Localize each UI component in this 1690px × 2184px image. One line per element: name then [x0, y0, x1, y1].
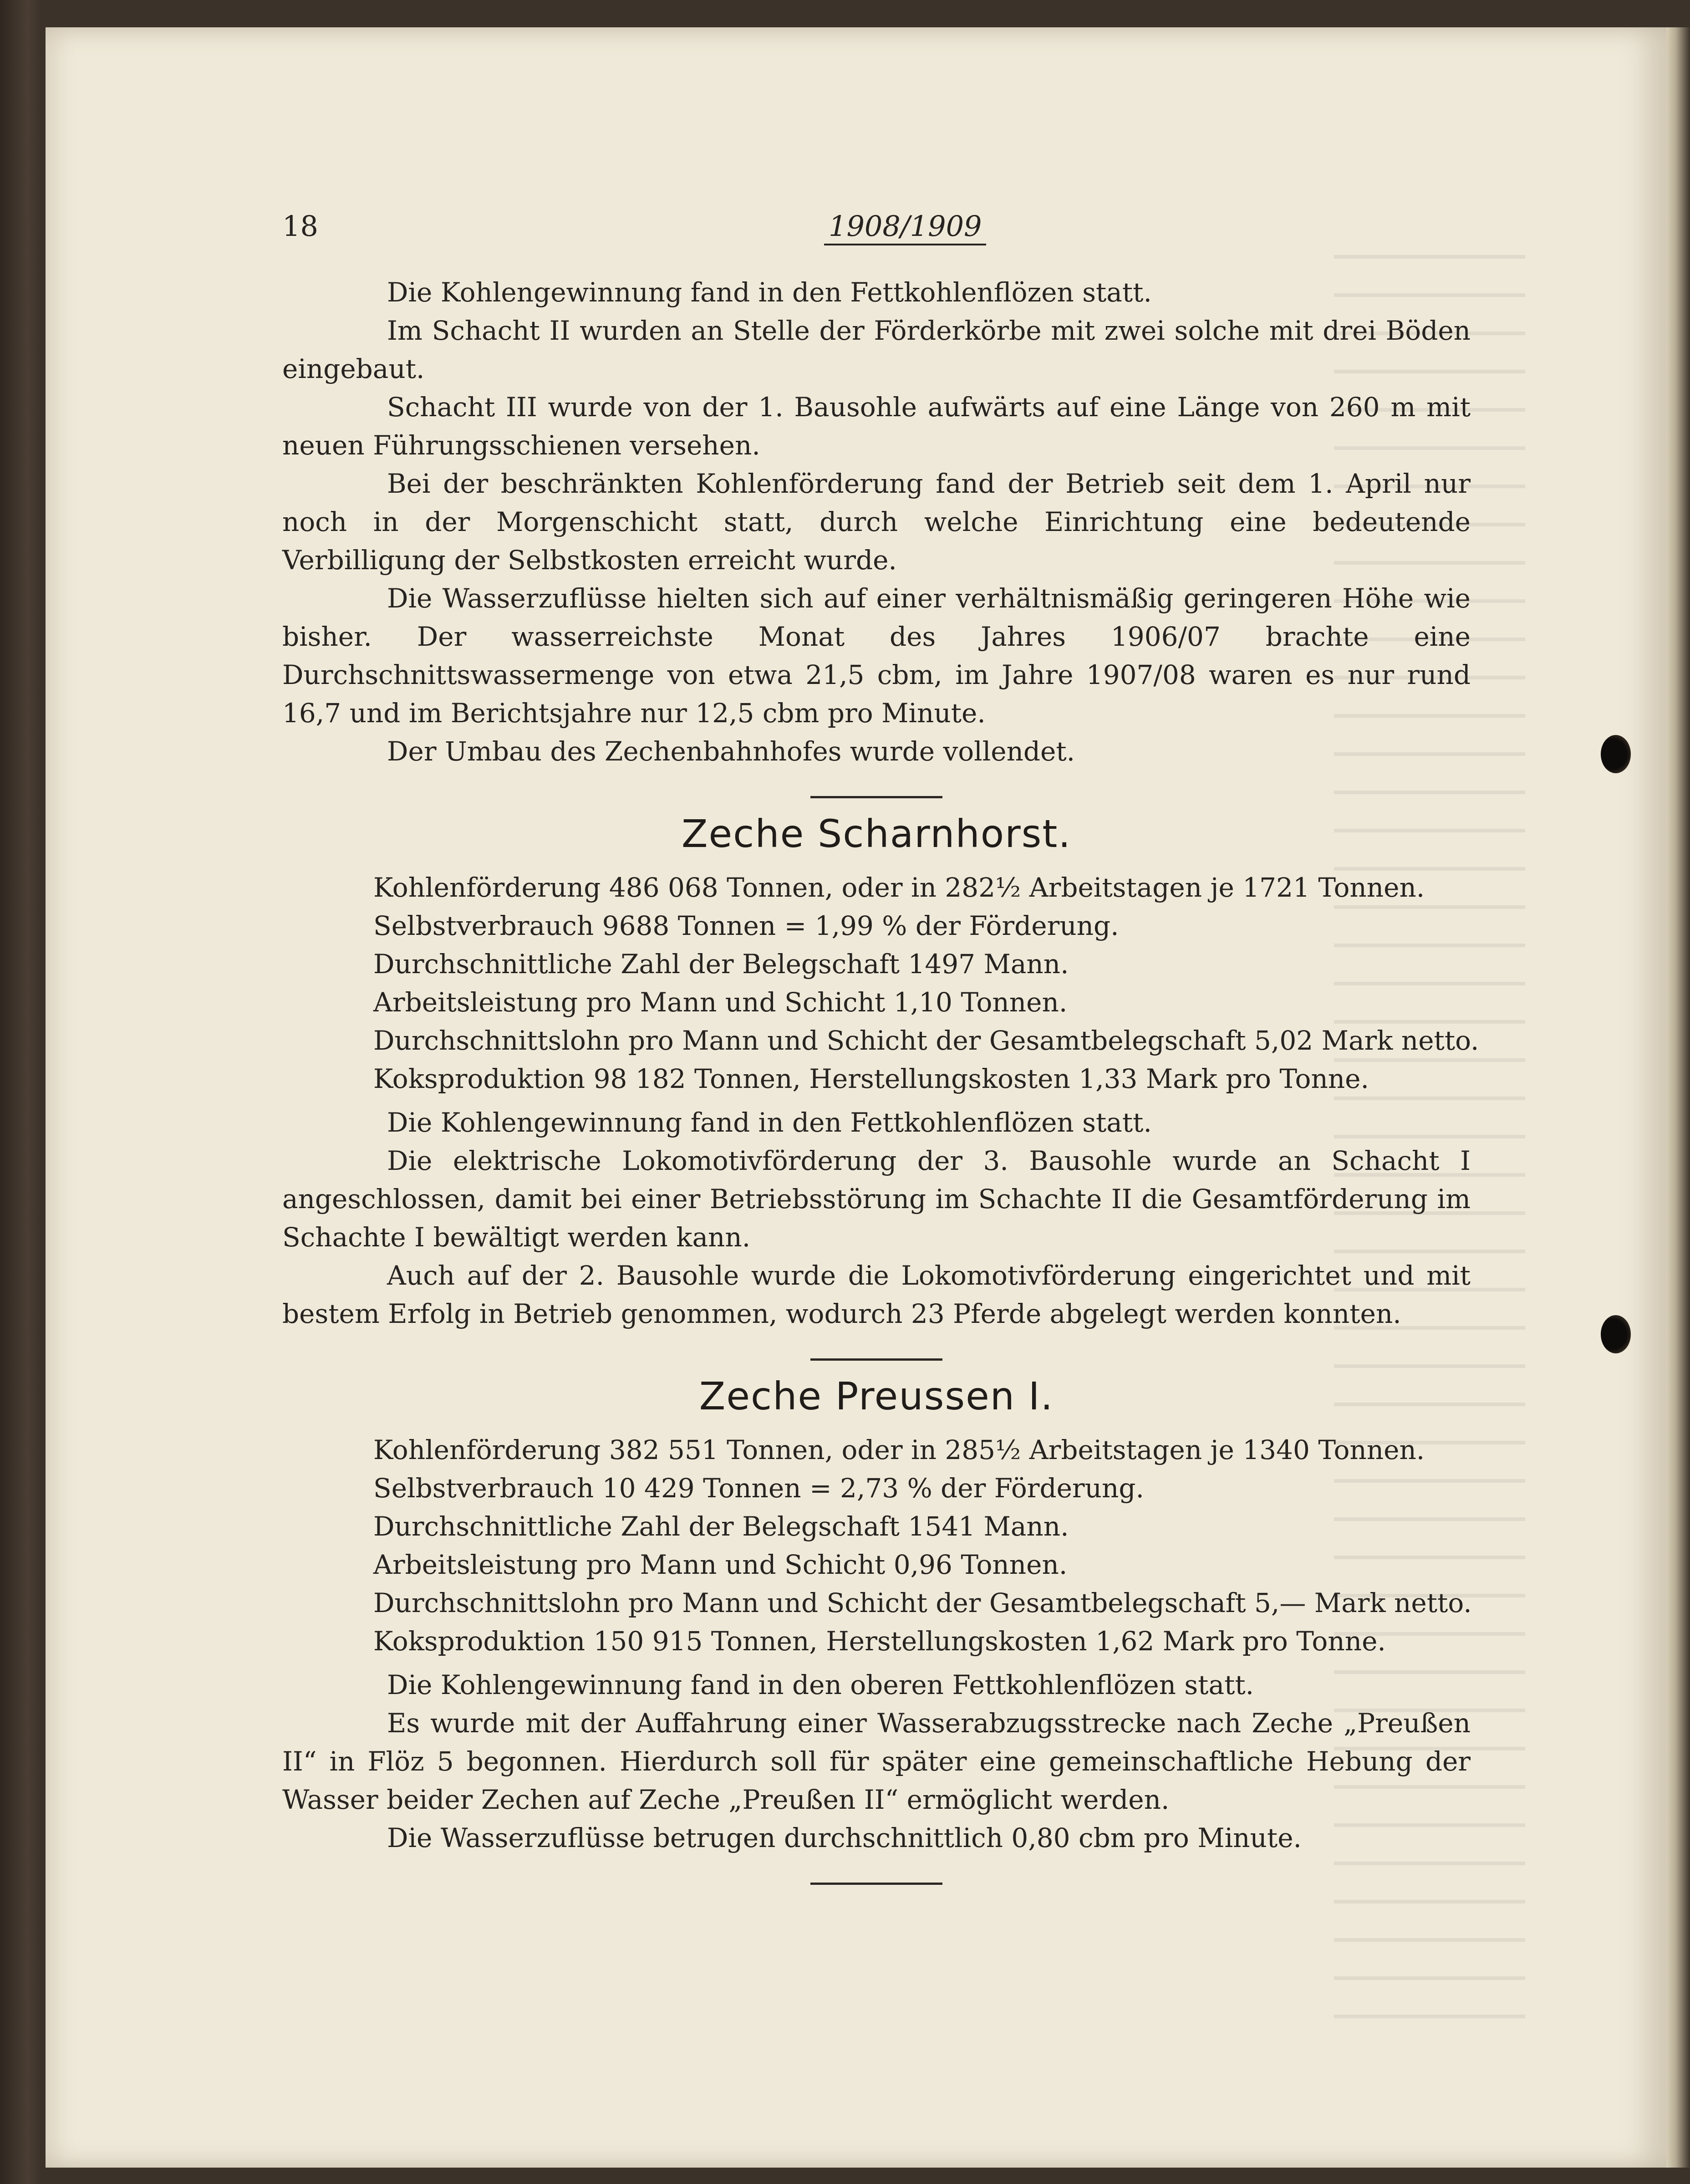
section-title: Zeche Scharnhorst. [681, 811, 1072, 856]
paragraph: Schacht III wurde von der 1. Bausohle aufwärts auf eine Länge von 260 m mit neuen Führungsschienen versehen. [282, 392, 1471, 461]
section-title: Zeche Preussen I. [699, 1374, 1054, 1419]
punch-hole-top [1601, 735, 1631, 773]
stat-line: Durchschnittliche Zahl der Belegschaft 1541 Mann. [373, 1511, 1069, 1542]
paragraph: Die Wasserzuflüsse hielten sich auf einer verhältnismäßig geringeren Höhe wie bisher. Der wasserreichste Monat des Jahres 1906/07 brachte eine Durchschnittswassermenge von etwa 21,5 cbm, im Jahre 1907/08 waren es nur rund 16,7 und im Berichtsjahre nur 12,5 cbm pro Minute. [282, 583, 1471, 729]
paragraph: Auch auf der 2. Bausohle wurde die Lokomotivförderung eingerichtet und mit bestem Erfolg in Betrieb genommen, wodurch 23 Pferde abgelegt werden konnten. [282, 1260, 1471, 1329]
section-scharnhorst [282, 811, 1479, 1333]
paragraph: Die Kohlengewinnung fand in den oberen Fettkohlenflözen statt. [387, 1669, 1254, 1700]
paragraph: Im Schacht II wurden an Stelle der Förderkörbe mit zwei solche mit drei Böden eingebaut. [282, 315, 1471, 384]
page-edge [1666, 27, 1690, 2168]
paragraph: Die Kohlengewinnung fand in den Fettkohlenflözen statt. [387, 277, 1152, 308]
paragraph: Die Kohlengewinnung fand in den Fettkohlenflözen statt. [387, 1107, 1152, 1138]
punch-hole-bottom [1601, 1315, 1631, 1353]
page-number: 18 [282, 209, 318, 243]
paragraph: Es wurde mit der Auffahrung einer Wasserabzugsstrecke nach Zeche „Preußen II“ in Flöz 5 begonnen. Hierdurch soll für später eine gemeinschaftliche Hebung der Wasser beider Zechen auf Zeche „Preußen II“ ermöglicht werden. [282, 1708, 1471, 1815]
stat-line: Durchschnittliche Zahl der Belegschaft 1497 Mann. [373, 949, 1069, 980]
section-divider [810, 1883, 942, 1885]
stat-line: Kohlenförderung 382 551 Tonnen, oder in 285½ Arbeitstagen je 1340 Tonnen. [373, 1434, 1425, 1465]
stat-line: Arbeitsleistung pro Mann und Schicht 1,10 Tonnen. [373, 987, 1068, 1018]
paragraph: Bei der beschränkten Kohlenförderung fand der Betrieb seit dem 1. April nur noch in der Morgenschicht statt, durch welche Einrichtung eine bedeutende Verbilligung der Selbstkosten erreicht wurde. [282, 468, 1471, 576]
stat-line: Koksproduktion 150 915 Tonnen, Herstellungskosten 1,62 Mark pro Tonne. [373, 1626, 1386, 1657]
running-head: 1908/1909 [824, 209, 986, 245]
stat-line: Durchschnittslohn pro Mann und Schicht der Gesamtbelegschaft 5,02 Mark netto. [373, 1025, 1479, 1056]
section-divider [810, 796, 942, 798]
section-divider [810, 1358, 942, 1361]
stat-line: Selbstverbrauch 9688 Tonnen = 1,99 % der Förderung. [373, 910, 1119, 941]
page-body [282, 273, 1479, 1885]
paragraph: Die elektrische Lokomotivförderung der 3. Bausohle wurde an Schacht I angeschlossen, damit bei einer Betriebsstörung im Schachte II die Gesamtförderung im Schachte I bewältigt werden kann. [282, 1145, 1471, 1253]
page-header [282, 209, 1471, 250]
stat-line: Selbstverbrauch 10 429 Tonnen = 2,73 % der Förderung. [373, 1473, 1144, 1504]
stat-line: Arbeitsleistung pro Mann und Schicht 0,96 Tonnen. [373, 1549, 1068, 1580]
section-preussen [282, 1373, 1471, 1857]
stat-line: Koksproduktion 98 182 Tonnen, Herstellungskosten 1,33 Mark pro Tonne. [373, 1063, 1369, 1094]
intro-section [282, 273, 1471, 771]
stat-line: Durchschnittslohn pro Mann und Schicht der Gesamtbelegschaft 5,— Mark netto. [373, 1587, 1472, 1618]
stat-line: Kohlenförderung 486 068 Tonnen, oder in 282½ Arbeitstagen je 1721 Tonnen. [373, 872, 1425, 903]
paragraph: Die Wasserzuflüsse betrugen durchschnittlich 0,80 cbm pro Minute. [387, 1822, 1302, 1853]
paragraph: Der Umbau des Zechenbahnhofes wurde vollendet. [387, 736, 1075, 767]
